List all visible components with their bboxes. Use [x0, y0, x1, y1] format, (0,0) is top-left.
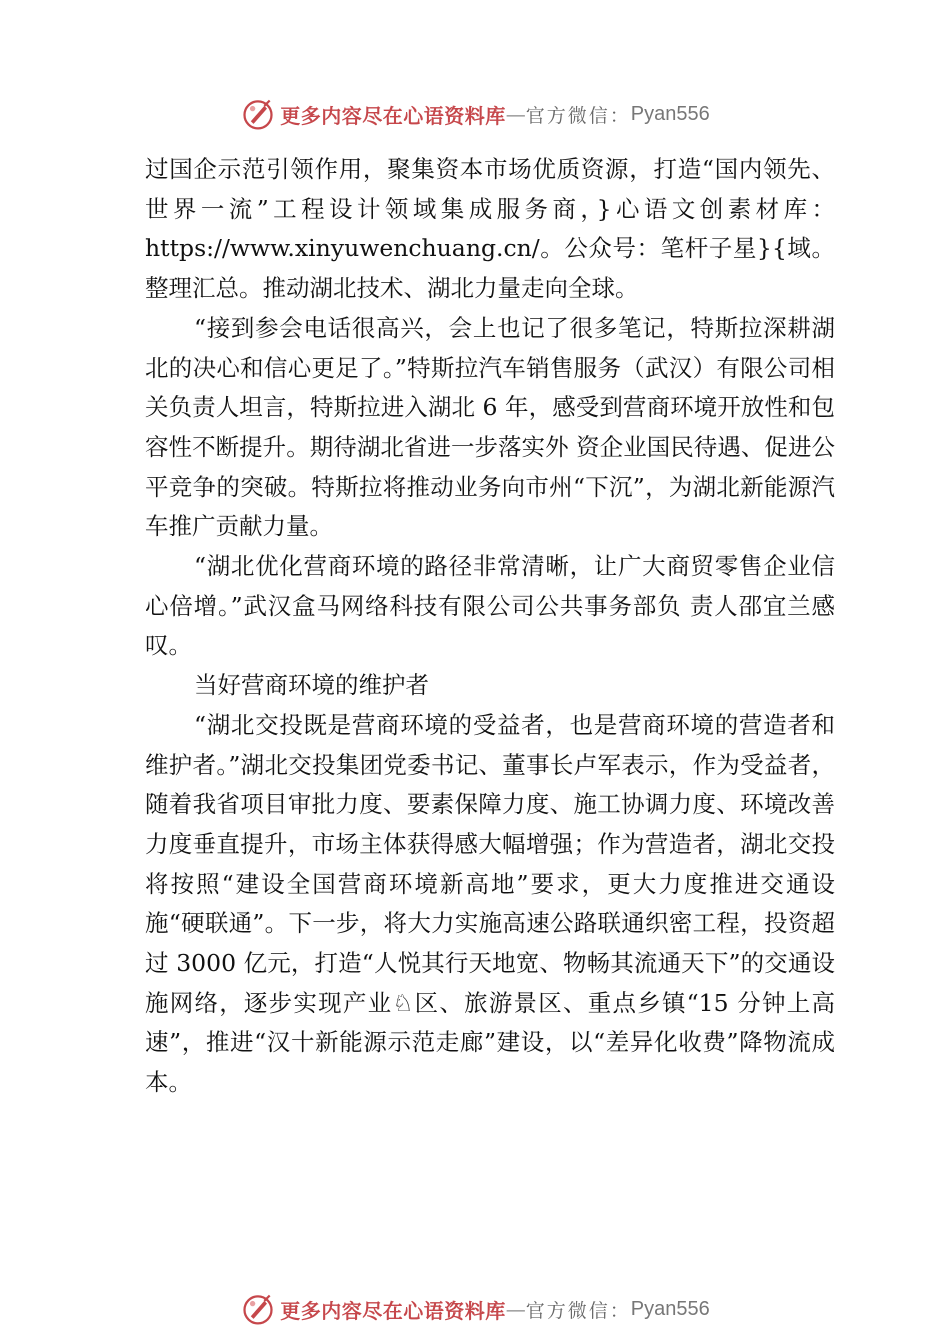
paragraph-2: “接到参会电话很高兴，会上也记了很多笔记，特斯拉深耕湖北的决心和信心更足了。”特斯拉汽车销售服务（武汉）有限公司相关负责人坦言，特斯拉进入湖北 6 年，感受到营商环境开放性和包容性不断提升。期待湖北省进一步落实外 资企业国民待遇、促进公平竞争的突破。特斯拉将推动业务向市州“下沉”，为湖北新能源汽车推广贡献力量。 [145, 313, 835, 541]
section-heading: 当好营商环境的维护者 [194, 671, 429, 700]
footer-brand: 更多内容尽在心语资料库 [280, 1298, 506, 1323]
header-label: 官方微信： [525, 104, 631, 127]
footer-label: 官方微信： [525, 1299, 631, 1322]
paragraph-1: 过国企示范引领作用，聚集资本市场优质资源，打造“国内领先、世界一流”工程设计领域集成服务商，}心语文创素材库：https://www.xinyuwenchuang.cn/。公众号：笔杆子星}{域。整理汇总。推动湖北技术、湖北力量走向全球。 [145, 155, 835, 303]
header-banner [0, 94, 950, 134]
brand-logo-icon [240, 96, 276, 132]
footer-wechat-id: Pyan556 [630, 1297, 710, 1320]
header-brand: 更多内容尽在心语资料库 [280, 103, 506, 128]
header-wechat-id: Pyan556 [630, 102, 710, 125]
brand-logo-icon [240, 1291, 276, 1327]
footer-dash: — [505, 1297, 526, 1321]
header-dash: — [505, 102, 526, 126]
document-body [145, 150, 835, 1103]
footer-banner [0, 1289, 950, 1329]
paragraph-3: “湖北优化营商环境的路径非常清晰，让广大商贸零售企业信心倍增。”武汉盒马网络科技有限公司公共事务部负 责人邵宜兰感叹。 [145, 552, 835, 660]
paragraph-5: “湖北交投既是营商环境的受益者，也是营商环境的营造者和维护者。”湖北交投集团党委书记、董事长卢军表示，作为受益者，随着我省项目审批力度、要素保障力度、施工协调力度、环境改善力度垂直提升，市场主体获得感大幅增强；作为营造者，湖北交投将按照“建设全国营商环境新高地”要求，更大力度推进交通设施“硬联通”。下一步，将大力实施高速公路联通织密工程，投资超过 3000 亿元，打造“人悦其行天地宽、物畅其流通天下”的交通设施网络，逐步实现产业♘区、旅游景区、重点乡镇“15 分钟上高速”，推进“汉十新能源示范走廊”建设，以“差异化收费”降物流成本。 [145, 710, 835, 1097]
